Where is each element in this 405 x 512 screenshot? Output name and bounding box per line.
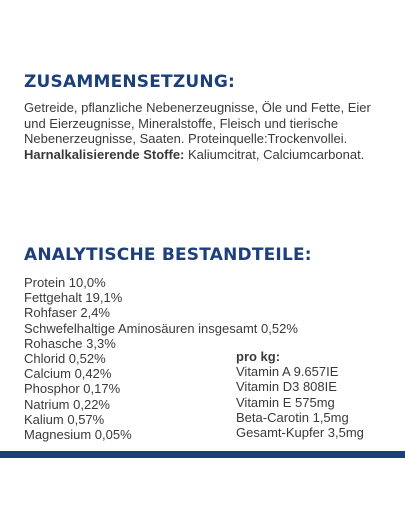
analysis-item: Chlorid 0,52% xyxy=(24,351,106,367)
footer-bar xyxy=(0,451,405,458)
analysis-heading: ANALYTISCHE BESTANDTEILE: xyxy=(24,245,312,265)
analysis-item: Calcium 0,42% xyxy=(24,366,112,382)
per-kg-heading: pro kg: xyxy=(236,349,281,364)
composition-ingredients: Getreide, pflanzliche Nebenerzeugnisse, Öle und Fette, Eier und Eierzeugnisse, Mineralstoffe, Fleisch und tierische Nebenerzeugnisse, Saaten. Proteinquelle:Trockenvollei. xyxy=(24,100,371,147)
vitamin-item: Gesamt-Kupfer 3,5mg xyxy=(236,425,364,441)
composition-heading: ZUSAMMENSETZUNG: xyxy=(24,72,235,92)
analysis-item: Kalium 0,57% xyxy=(24,411,105,427)
analysis-item: Rohasche 3,3% xyxy=(24,335,116,351)
analysis-item: Schwefelhaltige Aminosäuren insgesamt 0,52% xyxy=(24,320,298,336)
urinary-alkalizing-text: Kaliumcitrat, Calciumcarbonat. xyxy=(184,146,365,162)
composition-text xyxy=(24,100,394,162)
vitamin-item: Beta-Carotin 1,5mg xyxy=(236,409,349,425)
vitamin-item: Vitamin D3 808IE xyxy=(236,379,337,395)
analysis-item: Natrium 0,22% xyxy=(24,396,110,412)
analysis-item: Protein 10,0% xyxy=(24,275,106,290)
urinary-alkalizing-label: Harnalkalisierende Stoffe: xyxy=(24,146,185,162)
analysis-item: Rohfaser 2,4% xyxy=(24,305,110,321)
analysis-right-list xyxy=(236,349,364,440)
vitamin-item: Vitamin A 9.657IE xyxy=(236,364,339,380)
vitamin-item: Vitamin E 575mg xyxy=(236,394,335,410)
analysis-item: Fettgehalt 19,1% xyxy=(24,290,123,306)
analysis-item: Phosphor 0,17% xyxy=(24,381,121,397)
analysis-item: Magnesium 0,05% xyxy=(24,427,132,443)
